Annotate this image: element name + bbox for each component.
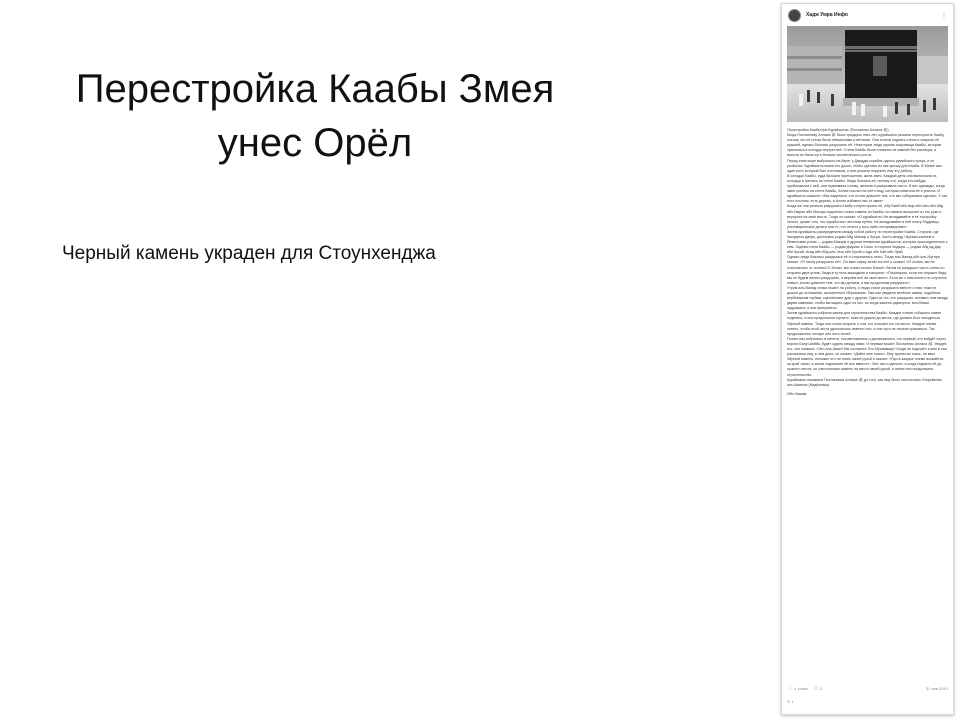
post-paragraph: В колодце Каабы, куда бросали приношения, жила змея. Каждый день она выползала из колодца и грелась на стене Каабы. Люди боялись её, потому что, когда кто-нибудь приближался к ней, она поднимала голову, шипела и раскрывала пасть. И вот однажды, когда змея грелась на стене Каабы, Аллах послал на неё птицу, которая схватила её и унесла. И курайшиты сказали: «Мы надеемся, что Аллах доволен тем, что мы собираемся сделать. У нас есть плотник, есть дерево, и Аллах избавил нас от змеи». — [787, 173, 948, 204]
kaaba-photo — [787, 26, 948, 122]
reshare-count: 1 — [791, 699, 794, 704]
slide-title — [40, 62, 590, 170]
post-paragraph: Перестройка Каабы при Курайшитах (Посланник Аллаха ﷺ) — [787, 128, 889, 132]
more-options-icon: ⋮ — [941, 12, 947, 19]
post-footer-share — [787, 699, 794, 704]
post-paragraph: Затем курайшиты распределили между собой работу по перестройке Каабы. Сторона, где находится дверь, досталась родам Абд Манаф и Зухра. Часть между Чёрным камнем и Йеменским углом — родам Махзум и другим племенам курайшитов, которые присоединились к ним. Задняя стена Каабы — родам Джумах и Сахм, а сторона Хиджра — родам Абд ад-Дар ибн Кусай, Асад ибн Абд аль-Узза ибн Кусай и Ади ибн Каб ибн Луай. — [787, 229, 948, 255]
comment-icon: □ — [814, 685, 818, 692]
social-post-screenshot — [781, 3, 954, 715]
author-avatar — [788, 9, 801, 22]
post-paragraph: Когда же они решили разрушить Каабу и перестроить её, Абу Вахб ибн Амр ибн Аиз ибн Абд ибн Имран ибн Махзум поднялся и взял камень из Каабы, но камень выскочил из его руки и вернулся на своё место. Тогда он сказал: «О курайшиты! Не вкладывайте в её постройку ничего, кроме того, что заработано честным путём. Не вкладывайте в неё плату блудницы, ростовщические деньги или то, что отнято у кого-либо несправедливо». — [787, 204, 944, 229]
post-date: 31 янв 2014 — [925, 686, 948, 691]
post-text — [782, 122, 953, 388]
post-paragraph: Однако люди боялись разрушать её и сторонились этого. Тогда аль-Валид ибн аль-Мугира сказал: «Я начну разрушать её». Он взял кирку, встал на неё и сказал: «О Аллах, мы не отклонились от истины! О Аллах, мы хотим только блага!» Затем он разрушил часть стены со стороны двух углов. Люди в ту ночь выжидали и говорили: «Посмотрим, если его поразит беда, мы не будем ничего разрушать, а вернём всё на своё место. Если же с ним ничего не случится, значит, Аллах доволен тем, что мы делаем, и мы продолжим разрушать». — [787, 255, 948, 285]
like-icon: ♡ — [787, 686, 793, 692]
post-author: Хадж Умра Инфо — [806, 12, 848, 18]
post-header — [782, 4, 953, 26]
likes-count: 4 класс — [794, 686, 809, 691]
post-paragraph: Потом они собрались в мечети, посоветовались и договорились, что первый, кто войдёт через ворота Бану Шейба, будет судить между ними. И первым вошёл Посланник Аллаха ﷺ. Увидев его, они сказали: «Это аль-Амин! Мы согласны! Это Мухаммад!» Когда он подошёл к ним и они рассказали ему, в чём дело, он сказал: «Дайте мне ткань». Ему принесли ткань, он взял Чёрный камень, положил его на ткань своей рукой и сказал: «Пусть каждое племя возьмётся за край ткани, а затем поднимите её все вместе». Они так и сделали, а когда подняли её до нужного места, он сам положил камень на место своей рукой, а затем они продолжили строительство. — [787, 336, 947, 377]
post-signature: Ибн Хишам — [787, 391, 807, 396]
post-paragraph: Перед этим море выбросило на берег у Джидды корабль одного румийского купца, и он разбился. Курайшиты взяли его доски, чтобы сделать из них крышу для Каабы. В Мекке жил один копт, который был плотником, и они решили поручить ему эту работу. — [787, 158, 943, 173]
slide-title-line2: унес Орёл — [217, 121, 413, 165]
post-paragraph: Курайшиты называли Посланника Аллаха ﷺ до того, как ему было ниспослано Откровение, аль-Амином (Надёжным). — [787, 377, 943, 387]
post-paragraph: Когда Посланнику Аллаха ﷺ было тридцать пять лет, курайшиты решили перестроить Каабу, потому что её стены были невысокими и ветхими. Они хотели поднять стены и покрыть её крышей, однако боялись разрушать её. Некоторые люди украли сокровища Каабы, которые хранились в колодце внутри неё. Стены Каабы были сложены из камней без раствора, и высота их была чуть больше человеческого роста. — [787, 133, 945, 158]
comments-count: 3 — [819, 686, 822, 691]
post-footer — [787, 685, 948, 692]
slide-title-line1: Перестройка Каабы Змея — [75, 67, 555, 111]
post-paragraph: Затем курайшиты собрали камни для строительства Каабы. Каждое племя собирало камни отдельно, и они продолжали строить, пока не дошли до места, где должен был находиться Чёрный камень. Тогда они стали спорить о том, кто положит его на место. Каждое племя хотело, чтобы этой чести удостоилось именно оно, и они чуть не начали сражаться. Так продолжалось четыре или пять ночей. — [787, 311, 942, 336]
post-paragraph: Утром аль-Валид снова пошёл на работу, и люди стали разрушать вместе с ним, пока не дошли до основания, заложенного Ибрахимом. Там они увидели зелёные камни, подобные верблюжьим горбам, сцепленные друг с другом. Один из тех, кто разрушал, вставил лом между двумя камнями, чтобы вытащить один из них, но когда камень сдвинулся, вся Мекка задрожала, и они прекратили. — [787, 285, 948, 311]
slide-subtitle: Черный камень украден для Стоунхенджа — [62, 243, 436, 264]
share-icon: ↻ — [787, 699, 791, 704]
